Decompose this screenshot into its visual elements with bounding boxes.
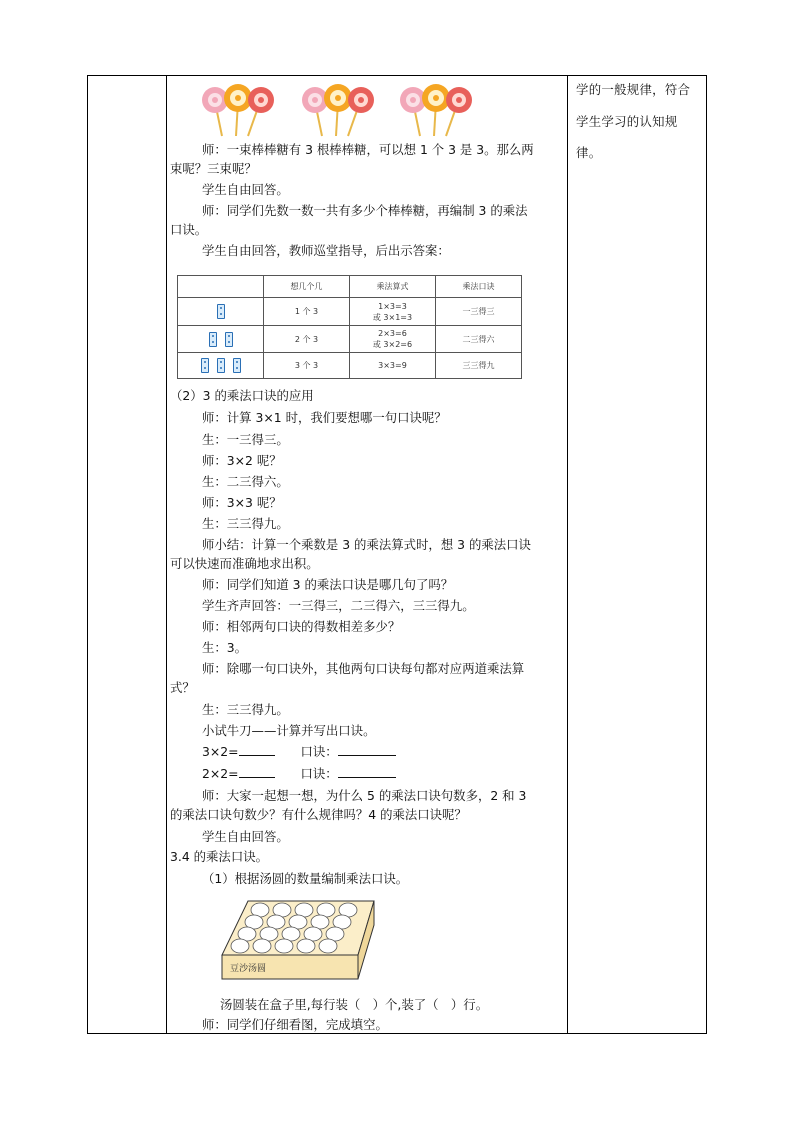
main-content-column (170, 75, 566, 1034)
text-line: 师：3×3 呢？ (202, 495, 282, 510)
table-row (178, 326, 522, 352)
table-header-empty (178, 276, 264, 298)
text-line: 汤圆装在盒子里,每行装（ ）个,装了（ ）行。 (220, 997, 489, 1012)
exercise-formula: 2×2= (202, 766, 239, 781)
text-line: 师：除哪一句口诀外，其他两句口诀每句都对应两道乘法算 (202, 661, 525, 676)
text-line: 师：相邻两句口诀的得数相差多少？ (202, 619, 401, 634)
chip-cell (178, 352, 264, 378)
text-line: 小试牛刀——计算并写出口诀。 (202, 723, 376, 738)
text-line: 师：3×2 呢？ (202, 453, 282, 468)
text-line: 学生自由回答。 (202, 829, 289, 844)
formula-alt: 或 3×1=3 (372, 312, 413, 322)
table-header: 乘法口诀 (436, 276, 522, 298)
table-header: 想几个几 (264, 276, 350, 298)
text-line: 师：同学们知道 3 的乘法口诀是哪几句了吗？ (202, 577, 454, 592)
box-label: 豆沙汤圆 (230, 964, 267, 974)
exercise-formula: 3×2= (202, 744, 239, 759)
table-cell: 2 个 3 (264, 326, 350, 352)
chip-cell (178, 326, 264, 352)
domino-chip-icon (217, 358, 225, 373)
text-line: 学生自由回答。 (202, 182, 289, 197)
table-cell: 1 个 3 (264, 298, 350, 326)
text-line: 口诀。 (170, 222, 208, 237)
lollipop-illustration (200, 80, 490, 138)
text-line: 可以快速而准确地求出积。 (170, 556, 319, 571)
table-header: 乘法算式 (349, 276, 435, 298)
text-line: 师小结：计算一个乘数是 3 的乘法算式时，想 3 的乘法口诀 (202, 537, 531, 552)
lollipop-bunch-1 (200, 80, 278, 138)
text-line: 生：三三得九。 (202, 702, 289, 717)
section-heading: 3.4 的乘法口诀。 (170, 849, 268, 864)
rhyme-blank (338, 743, 396, 756)
text-line: 师：同学们先数一数一共有多少个棒棒糖，再编制 3 的乘法 (202, 203, 528, 218)
exercise-rhyme-label: 口诀： (300, 744, 338, 759)
formula: 1×3=3 (378, 301, 407, 311)
text-line: 学生齐声回答：一三得三，二三得六，三三得九。 (202, 598, 475, 613)
domino-chip-icon (225, 332, 233, 347)
table-row (178, 352, 522, 378)
text-line: 的乘法口诀句数少？有什么规律吗？4 的乘法口诀呢？ (170, 807, 467, 822)
column-divider-1 (166, 75, 167, 1034)
table-row (178, 298, 522, 326)
exercise-rhyme-label: 口诀： (300, 766, 338, 781)
text-line: 生：二三得六。 (202, 474, 289, 489)
right-text-line: 学的一般规律，符合 (576, 82, 691, 97)
multiplication-answer-table (177, 275, 522, 379)
lollipop-bunch-3 (398, 80, 476, 138)
formula: 3×3=9 (378, 360, 407, 370)
text-line: 生：3。 (202, 640, 248, 655)
domino-chip-icon (217, 304, 225, 319)
chip-cell (178, 298, 264, 326)
text-line: 束呢？三束呢？ (170, 161, 257, 176)
text-line: （1）根据汤圆的数量编制乘法口诀。 (202, 871, 409, 886)
table-cell: 3 个 3 (264, 352, 350, 378)
table-cell (349, 326, 435, 352)
right-text-line: 学生学习的认知规 (576, 114, 678, 129)
right-text-line: 律。 (576, 145, 602, 160)
text-line: 师：大家一起想一想，为什么 5 的乘法口诀句数多，2 和 3 (202, 788, 527, 803)
table-cell: 二三得六 (436, 326, 522, 352)
answer-blank (239, 765, 275, 778)
column-divider-2 (567, 75, 568, 1034)
text-line: 学生自由回答，教师巡堂指导，后出示答案： (202, 243, 450, 258)
text-line: 生：一三得三。 (202, 432, 289, 447)
text-line: 师：计算 3×1 时，我们要想哪一句口诀呢？ (202, 410, 447, 425)
table-cell: 三三得九 (436, 352, 522, 378)
text-line: 生：三三得九。 (202, 516, 289, 531)
table-cell (349, 298, 435, 326)
text-line: 师：一束棒棒糖有 3 根棒棒糖，可以想 1 个 3 是 3。那么两 (202, 142, 534, 157)
lollipop-bunch-2 (300, 80, 378, 138)
answer-blank (239, 743, 275, 756)
domino-chip-icon (233, 358, 241, 373)
exercise-line (202, 743, 396, 761)
domino-chip-icon (209, 332, 217, 347)
formula-alt: 或 3×2=6 (372, 340, 413, 350)
tangyuan-box-illustration (218, 897, 378, 987)
section-heading: （2）3 的乘法口诀的应用 (170, 388, 314, 403)
table-cell: 一三得三 (436, 298, 522, 326)
formula: 2×3=6 (378, 329, 407, 339)
text-line: 师：同学们仔细看图，完成填空。 (202, 1017, 388, 1032)
text-line: 式？ (170, 680, 195, 695)
table-cell (349, 352, 435, 378)
rhyme-blank (338, 765, 396, 778)
domino-chip-icon (201, 358, 209, 373)
exercise-line (202, 765, 396, 783)
